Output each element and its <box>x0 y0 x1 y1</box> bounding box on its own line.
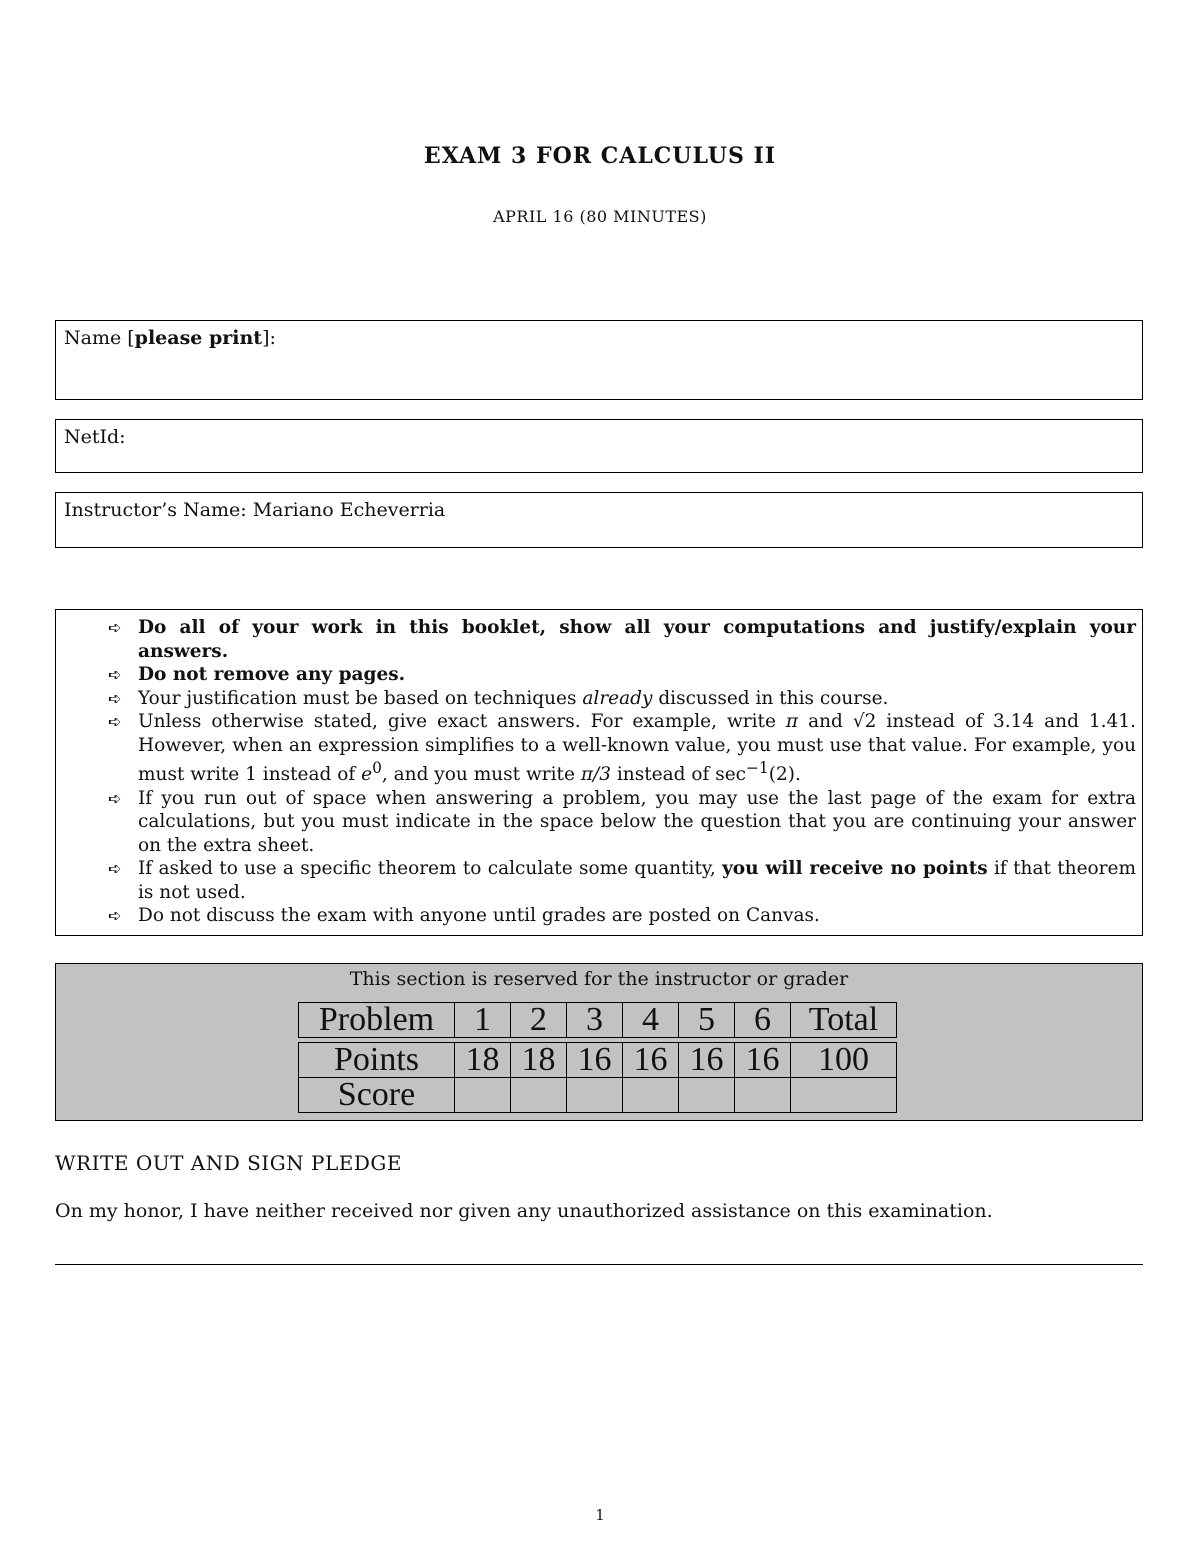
instruction-emphasis: already <box>582 687 653 709</box>
instruction-item <box>56 710 1136 787</box>
page-number: 1 <box>595 1506 605 1524</box>
points-row <box>299 1043 897 1078</box>
instruction-text: and <box>798 711 853 732</box>
points-cell: 16 <box>623 1043 679 1078</box>
points-cell: 18 <box>511 1043 567 1078</box>
instruction-text: Your justification must be based on techniques <box>138 687 583 709</box>
instruction-item <box>56 616 1136 663</box>
instruction-text: if that theorem is not used. <box>138 858 1136 903</box>
problem-number: 6 <box>735 1003 791 1038</box>
instruction-text: discussed in this course. <box>652 687 889 709</box>
arrow-bullet-icon: ➪ <box>108 665 122 684</box>
grader-caption: This section is reserved for the instructor or grader <box>349 968 849 990</box>
instruction-text: If asked to use a specific theorem to calculate some quantity, <box>138 858 723 880</box>
instruction-text: Unless otherwise stated, give exact answers. For example, write <box>138 711 786 732</box>
arrow-bullet-icon: ➪ <box>108 788 122 808</box>
instruction-item <box>56 857 1136 904</box>
netid-field[interactable] <box>55 419 1143 473</box>
score-table <box>298 1002 897 1113</box>
arrow-bullet-icon: ➪ <box>108 618 122 637</box>
instruction-item <box>56 787 1136 858</box>
score-label: Score <box>299 1078 455 1113</box>
points-total: 100 <box>791 1043 897 1078</box>
math-pi-over-3: π/3 <box>580 764 611 786</box>
problem-number: 4 <box>623 1003 679 1038</box>
score-cell[interactable] <box>735 1078 791 1113</box>
instruction-text: Do not discuss the exam with anyone until grades are posted on Canvas. <box>138 905 820 927</box>
exam-subtitle: APRIL 16 (80 MINUTES) <box>493 207 707 226</box>
problem-number: 5 <box>679 1003 735 1038</box>
problem-number: 1 <box>455 1003 511 1038</box>
points-label: Points <box>299 1043 455 1078</box>
math-pi: π <box>785 711 799 732</box>
math-e: e <box>361 764 373 786</box>
instruction-text: instead of 3.14 and 1.41. However, when an expression simplifies to a well-known value, you must use that value. For example, you must write 1 instead of <box>138 711 1136 786</box>
name-label-pre: Name [ <box>64 327 135 349</box>
math-sqrt2: √2 <box>852 711 877 732</box>
name-label-post: ]: <box>262 327 276 349</box>
arrow-bullet-icon: ➪ <box>108 712 122 731</box>
arrow-bullet-icon: ➪ <box>108 906 122 926</box>
score-cell[interactable] <box>567 1078 623 1113</box>
name-field[interactable] <box>55 320 1143 400</box>
signature-line[interactable] <box>55 1264 1143 1265</box>
instruction-text: instead of sec <box>611 764 747 786</box>
math-e-exponent: 0 <box>372 759 382 777</box>
pledge-heading: WRITE OUT AND SIGN PLEDGE <box>55 1151 402 1175</box>
problem-label: Problem <box>299 1003 455 1038</box>
instruction-text: , and you must write <box>381 764 581 786</box>
instructions-box <box>55 609 1143 936</box>
score-cell[interactable] <box>679 1078 735 1113</box>
instructor-field <box>55 492 1143 548</box>
grader-section <box>55 963 1143 1121</box>
score-cell[interactable] <box>455 1078 511 1113</box>
instruction-item <box>56 663 1136 687</box>
problem-number: 2 <box>511 1003 567 1038</box>
score-cell[interactable] <box>511 1078 567 1113</box>
instruction-bold: you will receive no points <box>722 858 988 880</box>
score-cell[interactable] <box>623 1078 679 1113</box>
points-cell: 16 <box>735 1043 791 1078</box>
score-total-cell[interactable] <box>791 1078 897 1113</box>
math-sec-exponent: −1 <box>746 759 769 777</box>
instruction-text: (2). <box>768 764 801 786</box>
instruction-item <box>56 687 1136 711</box>
instruction-item <box>56 904 1136 928</box>
arrow-bullet-icon: ➪ <box>108 688 122 708</box>
netid-label: NetId: <box>64 426 126 448</box>
problem-number: 3 <box>567 1003 623 1038</box>
problem-row <box>299 1003 897 1038</box>
total-label: Total <box>791 1003 897 1038</box>
score-row <box>299 1078 897 1113</box>
instruction-text: Do not remove any pages. <box>138 664 406 685</box>
points-cell: 18 <box>455 1043 511 1078</box>
points-cell: 16 <box>567 1043 623 1078</box>
name-label-bold: please print <box>134 327 263 349</box>
arrow-bullet-icon: ➪ <box>108 859 122 879</box>
pledge-text: On my honor, I have neither received nor given any unauthorized assistance on this examination. <box>55 1200 993 1222</box>
instructions-list <box>56 616 1136 928</box>
points-cell: 16 <box>679 1043 735 1078</box>
instruction-text: If you run out of space when answering a problem, you may use the last page of the exam for extra calculations, but you must indicate in the space below the question that you are continuing your answer on the extra sheet. <box>138 787 1136 856</box>
exam-title: EXAM 3 FOR CALCULUS II <box>423 143 777 169</box>
instructor-label: Instructor’s Name: Mariano Echeverria <box>64 499 446 521</box>
instruction-text: Do all of your work in this booklet, show all your computations and justify/explain your answers. <box>138 617 1136 662</box>
